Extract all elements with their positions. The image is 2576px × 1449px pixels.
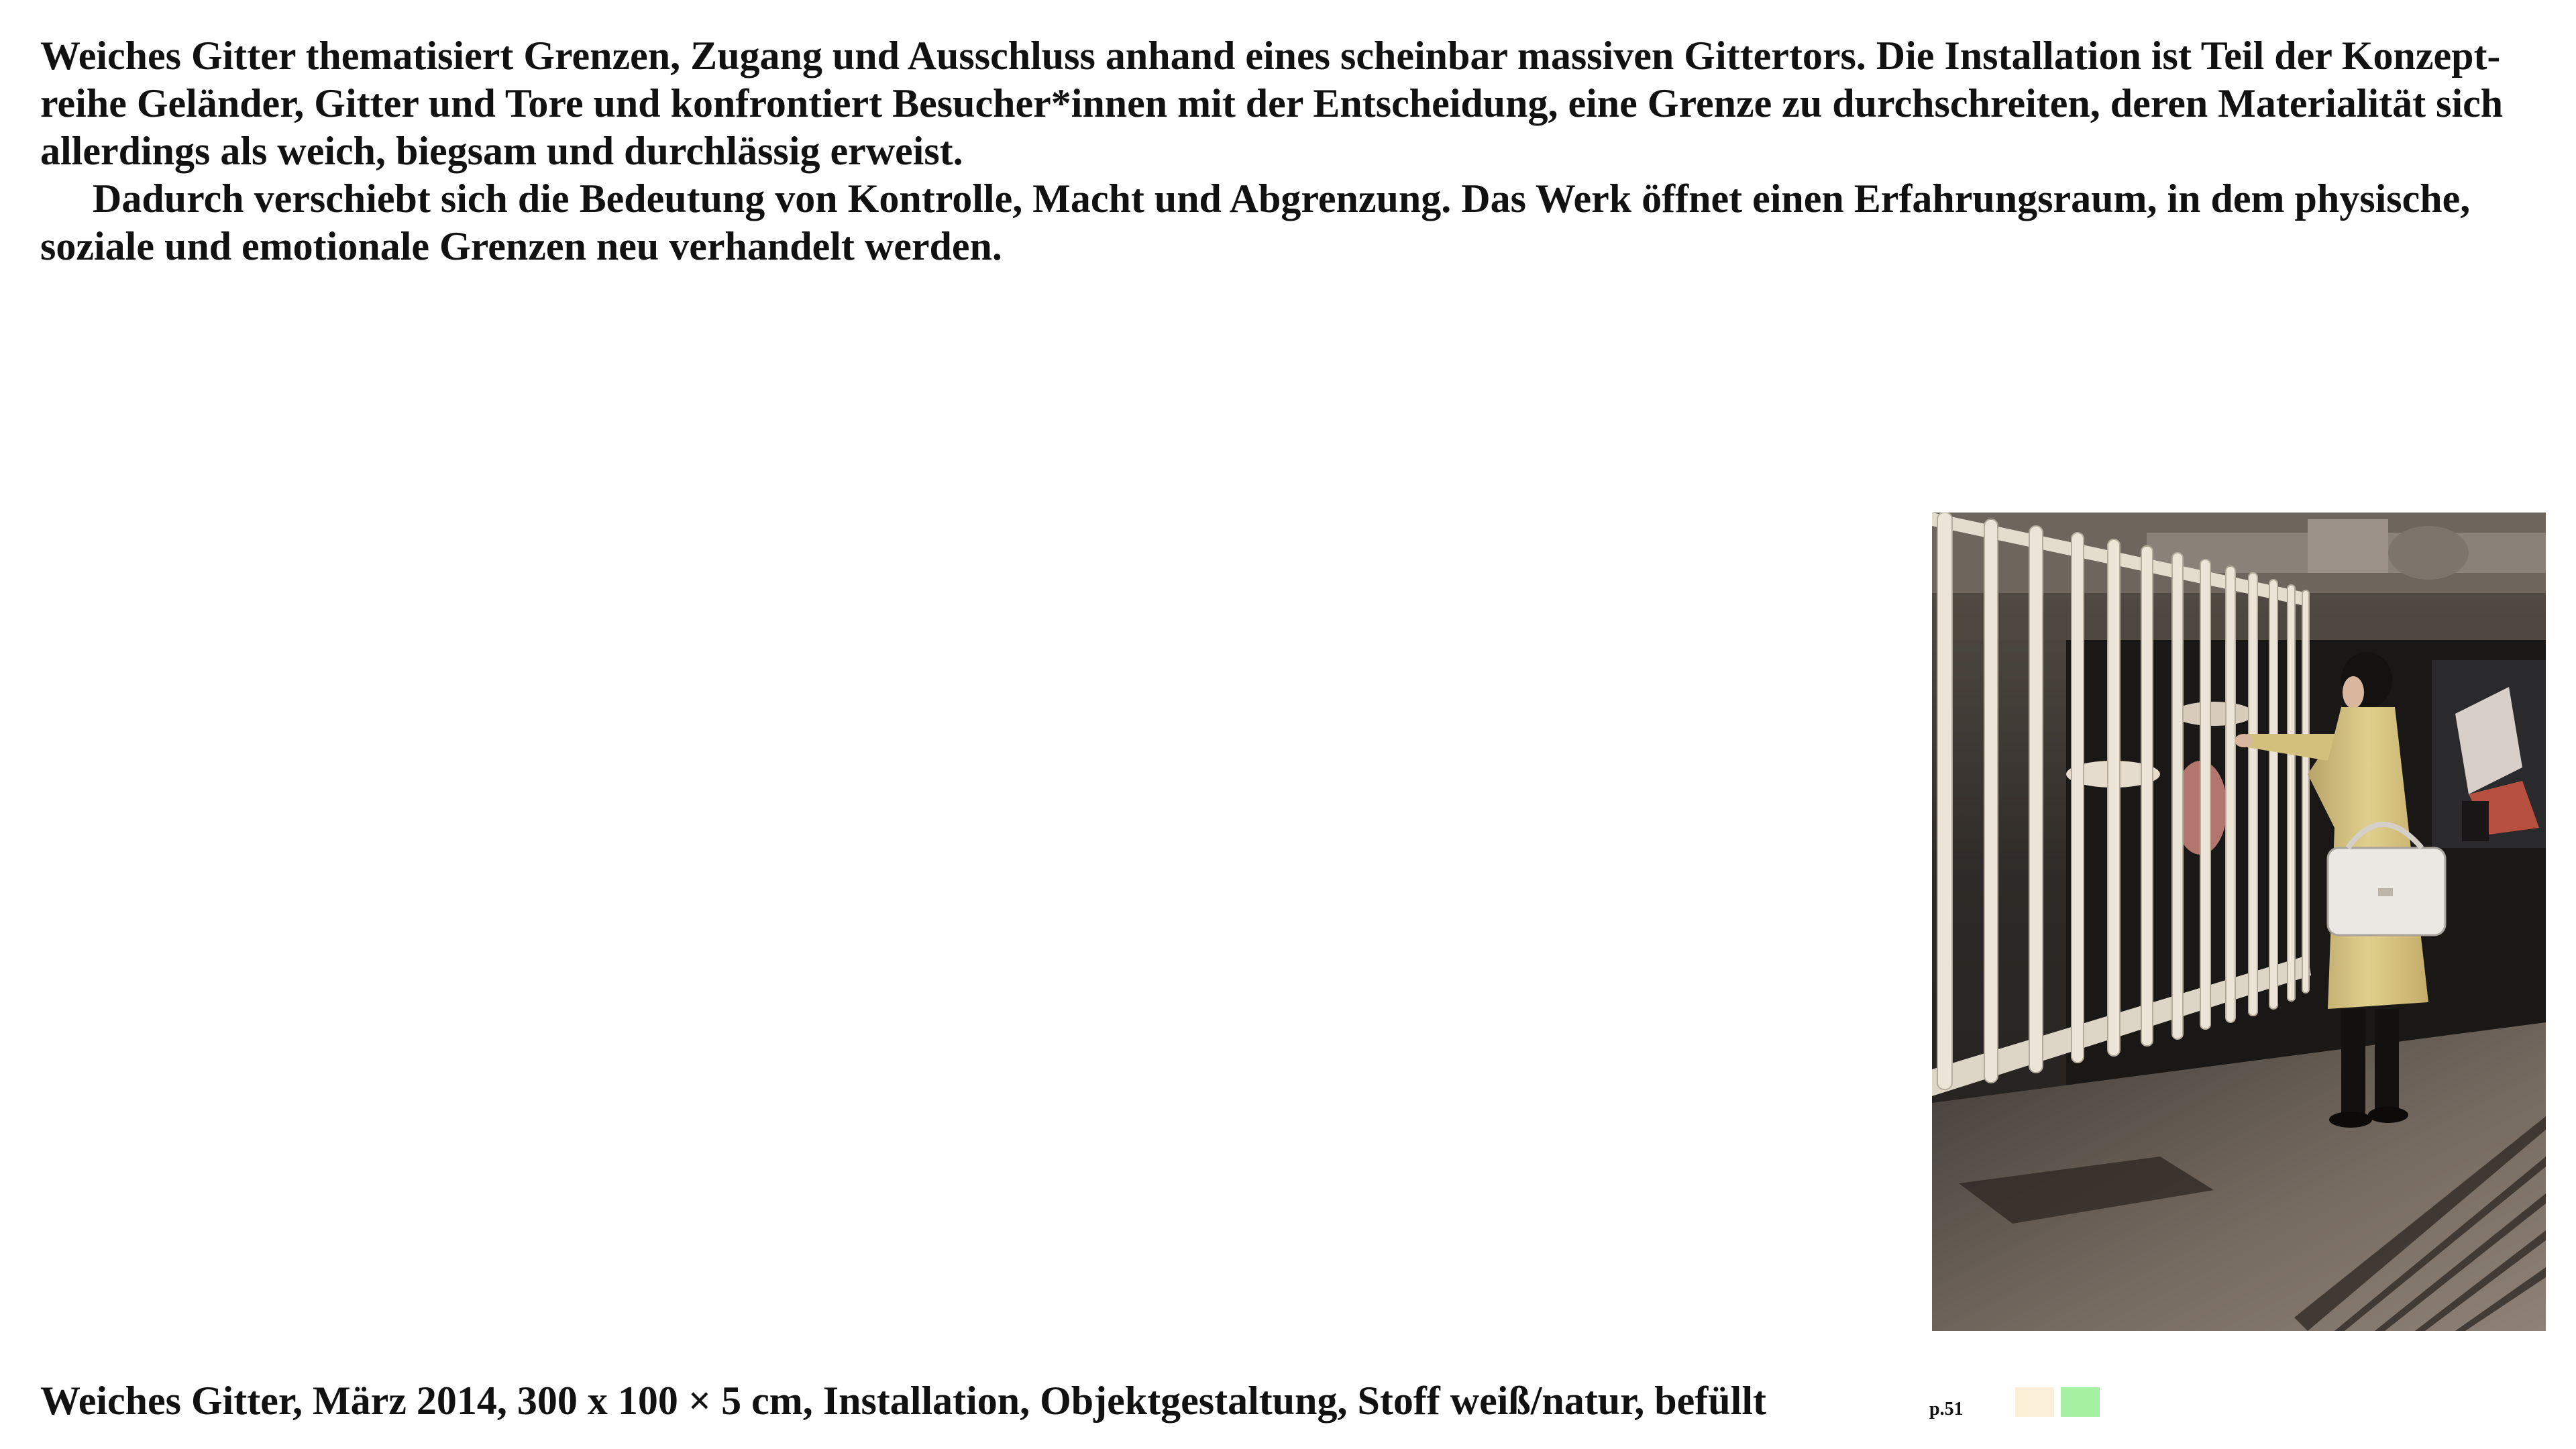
installation-photo: [1932, 513, 2546, 1331]
intro-text: [40, 32, 2536, 270]
color-swatch-green: [2061, 1387, 2100, 1417]
intro-paragraph-1: Weiches Gitter thematisiert Grenzen, Zugang und Ausschluss anhand eines scheinbar massiven Gittertors. Die Installation ist Teil der Konzept-reihe Geländer, Gitter und Tore und konfrontiert Besucher*innen mit der Entscheidung, eine Grenze zu durchschreiten, deren Materialität sich allerdings als weich, biegsam und durchlässig erweist.: [40, 34, 2504, 173]
page-number: p.51: [1929, 1399, 1964, 1419]
artwork-caption: Weiches Gitter, März 2014, 300 x 100 × 5 cm, Installation, Objektgestaltung, Stoff weiß/natur, befüllt: [40, 1379, 1766, 1423]
installation-photo-illustration: [1932, 513, 2546, 1331]
color-swatch-cream: [2015, 1387, 2054, 1417]
intro-paragraph-2: Dadurch verschiebt sich die Bedeutung von Kontrolle, Macht und Abgrenzung. Das Werk öffnet einen Erfahrungsraum, in dem physische, soziale und emotionale Grenzen neu verhandelt werden.: [40, 176, 2471, 268]
